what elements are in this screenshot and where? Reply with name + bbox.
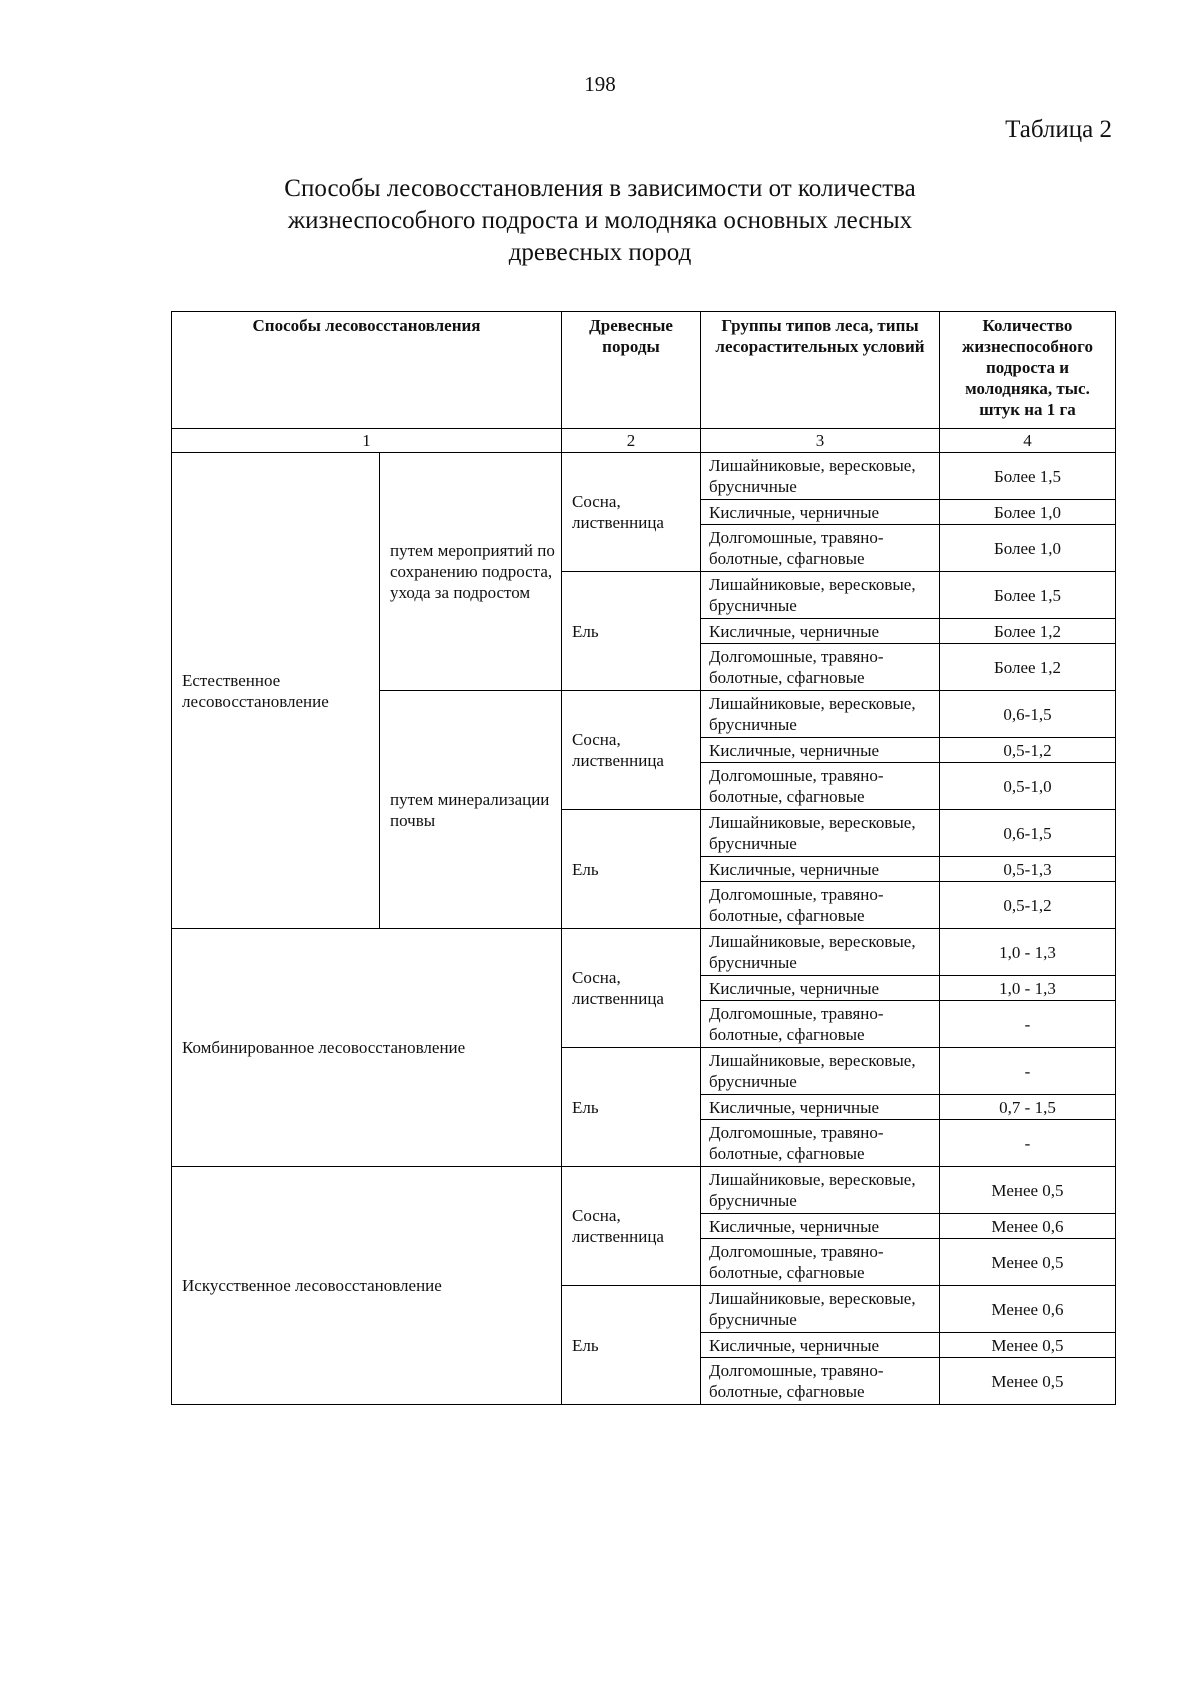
header-species: Древесные породы — [562, 312, 701, 429]
forest-type-cell: Лишайниковые, вересковые, брусничные — [701, 810, 940, 857]
species-spruce: Ель — [562, 810, 701, 929]
value-cell: Менее 0,5 — [940, 1333, 1116, 1358]
value-cell: - — [940, 1048, 1116, 1095]
value-cell: 0,5-1,0 — [940, 763, 1116, 810]
forest-type-cell: Долгомошные, травяно-болотные, сфагновые — [701, 882, 940, 929]
forest-type-cell: Кисличные, черничные — [701, 1214, 940, 1239]
column-number: 1 — [172, 429, 562, 453]
table-label: Таблица 2 — [1005, 116, 1112, 143]
forest-type-cell: Лишайниковые, вересковые, брусничные — [701, 572, 940, 619]
forest-type-cell: Долгомошные, травяно-болотные, сфагновые — [701, 1358, 940, 1405]
value-cell: Менее 0,5 — [940, 1358, 1116, 1405]
species-pine: Сосна, лиственница — [562, 1167, 701, 1286]
value-cell: Более 1,5 — [940, 453, 1116, 500]
value-cell: 0,7 - 1,5 — [940, 1095, 1116, 1120]
value-cell: - — [940, 1001, 1116, 1048]
value-cell: 0,5-1,3 — [940, 857, 1116, 882]
species-pine: Сосна, лиственница — [562, 691, 701, 810]
species-spruce: Ель — [562, 1048, 701, 1167]
forest-type-cell: Кисличные, черничные — [701, 738, 940, 763]
value-cell: 0,6-1,5 — [940, 810, 1116, 857]
column-number: 3 — [701, 429, 940, 453]
value-cell: 0,5-1,2 — [940, 738, 1116, 763]
header-methods: Способы лесовосстановления — [172, 312, 562, 429]
value-cell: - — [940, 1120, 1116, 1167]
forest-type-cell: Долгомошные, травяно-болотные, сфагновые — [701, 1239, 940, 1286]
forest-type-cell: Кисличные, черничные — [701, 976, 940, 1001]
forest-type-cell: Долгомошные, травяно-болотные, сфагновые — [701, 763, 940, 810]
column-number: 4 — [940, 429, 1116, 453]
column-number-row — [172, 429, 1116, 453]
value-cell: Менее 0,6 — [940, 1286, 1116, 1333]
value-cell: Более 1,5 — [940, 572, 1116, 619]
value-cell: Более 1,0 — [940, 500, 1116, 525]
forest-type-cell: Долгомошные, травяно-болотные, сфагновые — [701, 1001, 940, 1048]
forest-type-cell: Долгомошные, травяно-болотные, сфагновые — [701, 525, 940, 572]
method-combined: Комбинированное лесовосстановление — [172, 929, 562, 1167]
submethod-mineralization: путем минерализации почвы — [380, 691, 562, 929]
value-cell: Менее 0,5 — [940, 1239, 1116, 1286]
page-number: 198 — [584, 72, 616, 96]
column-number: 2 — [562, 429, 701, 453]
value-cell: Более 1,2 — [940, 644, 1116, 691]
forest-type-cell: Лишайниковые, вересковые, брусничные — [701, 1286, 940, 1333]
species-pine: Сосна, лиственница — [562, 929, 701, 1048]
forest-type-cell: Лишайниковые, вересковые, брусничные — [701, 691, 940, 738]
forest-type-cell: Лишайниковые, вересковые, брусничные — [701, 929, 940, 976]
forest-type-cell: Кисличные, черничные — [701, 500, 940, 525]
forest-type-cell: Долгомошные, травяно-болотные, сфагновые — [701, 644, 940, 691]
submethod-preservation: путем мероприятий по сохранению подроста, ухода за подростом — [380, 453, 562, 691]
header-forest-types: Группы типов леса, типы лесорастительных условий — [701, 312, 940, 429]
species-pine: Сосна, лиственница — [562, 453, 701, 572]
table-row — [172, 453, 1116, 500]
header-row — [172, 312, 1116, 429]
forest-type-cell: Кисличные, черничные — [701, 1333, 940, 1358]
species-spruce: Ель — [562, 1286, 701, 1405]
forest-type-cell: Кисличные, черничные — [701, 1095, 940, 1120]
title-line: древесных пород — [508, 239, 692, 266]
forest-type-cell: Лишайниковые, вересковые, брусничные — [701, 1167, 940, 1214]
title-line: Способы лесовосстановления в зависимости от количества — [284, 175, 916, 202]
forest-type-cell: Кисличные, черничные — [701, 619, 940, 644]
table-row — [172, 1167, 1116, 1214]
species-spruce: Ель — [562, 572, 701, 691]
value-cell: 0,5-1,2 — [940, 882, 1116, 929]
forest-type-cell: Лишайниковые, вересковые, брусничные — [701, 453, 940, 500]
value-cell: Более 1,2 — [940, 619, 1116, 644]
table-title — [200, 173, 1000, 269]
value-cell: Менее 0,5 — [940, 1167, 1116, 1214]
method-natural: Естественное лесовосстановление — [172, 453, 380, 929]
value-cell: Более 1,0 — [940, 525, 1116, 572]
forest-type-cell: Лишайниковые, вересковые, брусничные — [701, 1048, 940, 1095]
header-quantity: Количество жизнеспособного подроста и молодняка, тыс. штук на 1 га — [940, 312, 1116, 429]
title-line: жизнеспособного подроста и молодняка основных лесных — [287, 207, 913, 234]
forest-type-cell: Долгомошные, травяно-болотные, сфагновые — [701, 1120, 940, 1167]
table-row — [172, 929, 1116, 976]
forest-type-cell: Кисличные, черничные — [701, 857, 940, 882]
value-cell: Менее 0,6 — [940, 1214, 1116, 1239]
value-cell: 1,0 - 1,3 — [940, 976, 1116, 1001]
value-cell: 0,6-1,5 — [940, 691, 1116, 738]
method-artificial: Искусственное лесовосстановление — [172, 1167, 562, 1405]
reforestation-table — [171, 311, 1116, 1405]
value-cell: 1,0 - 1,3 — [940, 929, 1116, 976]
